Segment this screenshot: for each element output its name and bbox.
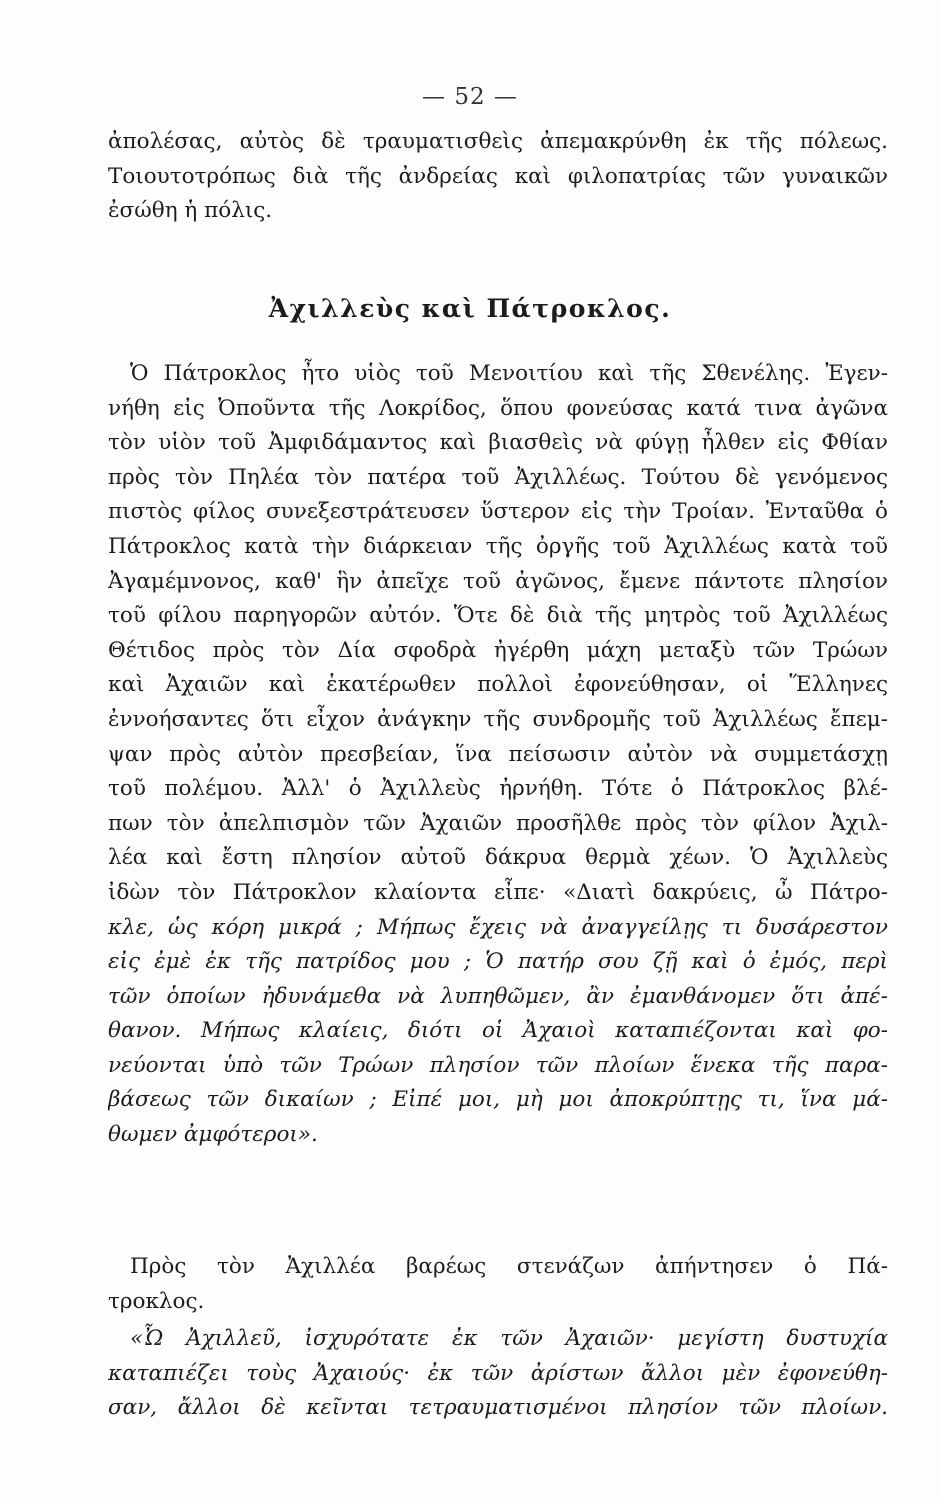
quoted-line: εἰς ἐμὲ ἐκ τῆς πατρίδος μου ; Ὁ πατήρ σου ζῇ καὶ ὁ ἐμός, περὶ (108, 949, 888, 975)
text-line: Τοιουτοτρόπως διὰ τῆς ἀνδρείας καὶ φιλοπατρίας τῶν γυναικῶν (108, 163, 888, 189)
quoted-line: κλε, ὡς κόρη μικρά ; Μήπως ἔχεις νὰ ἀναγγείλῃς τι δυσάρεστον (108, 914, 888, 940)
text-line: καὶ Ἀχαιῶν καὶ ἑκατέρωθεν πολλοὶ ἐφονεύθησαν, οἱ Ἕλληνες (108, 672, 888, 698)
intro-paragraph (108, 125, 888, 229)
text-line: τὸν υἱὸν τοῦ Ἀμφιδάμαντος καὶ βιασθεὶς νὰ φύγῃ ἦλθεν εἰς Φθίαν (108, 430, 888, 456)
text-line: τοῦ φίλου παρηγορῶν αὐτόν. Ὅτε δὲ διὰ τῆς μητρὸς τοῦ Ἀχιλλέως (108, 603, 888, 629)
quoted-line: σαν, ἄλλοι δὲ κεῖνται τετραυματισμένοι πλησίον τῶν πλοίων. (108, 1395, 888, 1421)
text-line: λέα καὶ ἔστη πλησίον αὐτοῦ δάκρυα θερμὰ χέων. Ὁ Ἀχιλλεὺς (108, 845, 888, 871)
text-line: νήθη εἰς Ὀποῦντα τῆς Λοκρίδος, ὅπου φονεύσας κατά τινα ἀγῶνα (108, 395, 888, 421)
reply-paragraph (108, 1250, 888, 1319)
quoted-line: θανον. Μήπως κλαίεις, διότι οἱ Ἀχαιοὶ καταπιέζονται καὶ φο- (108, 1018, 888, 1044)
text-line: ἀπολέσας, αὐτὸς δὲ τραυματισθεὶς ἀπεμακρύνθη ἐκ τῆς πόλεως. (108, 129, 888, 154)
quoted-line: βάσεως τῶν δικαίων ; Εἰπέ μοι, μὴ μοι ἀποκρύπτῃς τι, ἵνα μά- (108, 1087, 888, 1113)
quoted-line: «Ὦ Ἀχιλλεῦ, ἰσχυρότατε ἐκ τῶν Ἀχαιῶν· μεγίστη δυστυχία (130, 1326, 888, 1351)
text-line: ἐσώθη ἡ πόλις. (108, 198, 273, 224)
quoted-line: θωμεν ἀμφότεροι». (108, 1122, 318, 1148)
text-line: Ἀγαμέμνονος, καθ' ἣν ἀπεῖχε τοῦ ἀγῶνος, ἔμενε πάντοτε πλησίον (108, 568, 888, 594)
text-line: Ὁ Πάτροκλος ἦτο υἱὸς τοῦ Μενοιτίου καὶ τῆς Σθενέλης. Ἐγεν- (130, 361, 888, 386)
text-line: τροκλος. (108, 1288, 205, 1314)
quote-paragraph (108, 1322, 888, 1426)
text-line: Θέτιδος πρὸς τὸν Δία σφοδρὰ ἠγέρθη μάχη μεταξὺ τῶν Τρώων (108, 637, 888, 663)
text-line: ἰδὼν τὸν Πάτροκλον κλαίοντα εἶπε· «Διατὶ δακρύεις, ὦ Πάτρο- (108, 879, 888, 905)
section-heading: Ἀχιλλεὺς καὶ Πάτροκλος. (268, 294, 672, 323)
quoted-line: νεύονται ὑπὸ τῶν Τρώων πλησίον τῶν πλοίων ἕνεκα τῆς παρα- (108, 1052, 888, 1078)
quoted-line: τῶν ὁποίων ἠδυνάμεθα νὰ λυπηθῶμεν, ἂν ἐμανθάνομεν ὅτι ἀπέ- (108, 983, 888, 1009)
body-paragraph (108, 357, 888, 1153)
text-line: Πάτροκλος κατὰ τὴν διάρκειαν τῆς ὀργῆς τοῦ Ἀχιλλέως κατὰ τοῦ (108, 533, 888, 559)
text-line: ἐννοήσαντες ὅτι εἶχον ἀνάγκην τῆς συνδρομῆς τοῦ Ἀχιλλέως ἔπεμ- (108, 706, 888, 732)
text-line: πρὸς τὸν Πηλέα τὸν πατέρα τοῦ Ἀχιλλέως. Τούτου δὲ γενόμενος (108, 464, 888, 490)
page-number: — 52 — (422, 84, 518, 110)
text-line: πων τὸν ἀπελπισμὸν τῶν Ἀχαιῶν προσῆλθε πρὸς τὸν φίλον Ἀχιλ- (108, 810, 888, 836)
quoted-line: καταπιέζει τοὺς Ἀχαιούς· ἐκ τῶν ἀρίστων ἄλλοι μὲν ἐφονεύθη- (108, 1360, 888, 1386)
text-line: τοῦ πολέμου. Ἀλλ' ὁ Ἀχιλλεὺς ἠρνήθη. Τότε ὁ Πάτροκλος βλέ- (108, 776, 888, 802)
text-line: πιστὸς φίλος συνεξεστράτευσεν ὕστερον εἰς τὴν Τροίαν. Ἐνταῦθα ὁ (108, 499, 888, 525)
text-line: ψαν πρὸς αὐτὸν πρεσβείαν, ἵνα πείσωσιν αὐτὸν νὰ συμμετάσχῃ (108, 741, 888, 767)
text-line: Πρὸς τὸν Ἀχιλλέα βαρέως στενάζων ἀπήντησεν ὁ Πά- (130, 1254, 888, 1279)
